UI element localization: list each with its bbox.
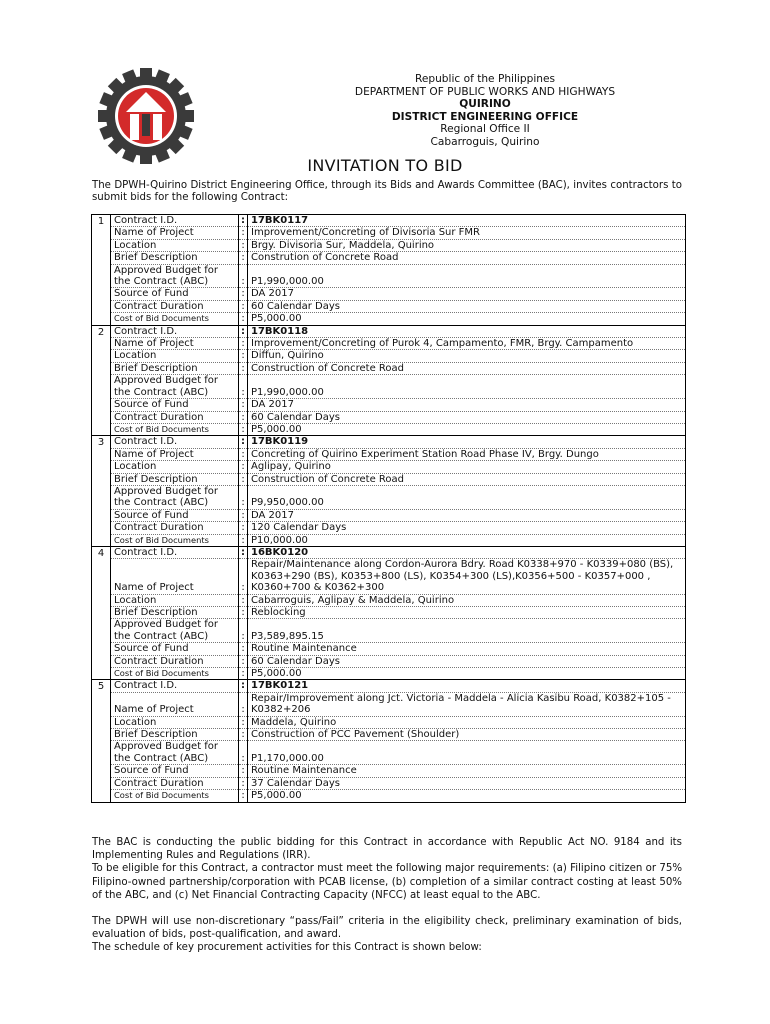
colon-separator: : [239, 338, 248, 350]
contract-duration-value: 60 Calendar Days [248, 655, 686, 667]
republic-line: Republic of the Philippines [414, 73, 556, 85]
brief-description-label: Brief Description [111, 252, 239, 264]
colon-separator: : [239, 350, 248, 362]
province-line: QUIRINO [459, 98, 511, 110]
table-row [92, 227, 686, 239]
brief-description-label: Brief Description [111, 362, 239, 374]
contract-number: 3 [92, 436, 111, 547]
colon-separator: : [239, 729, 248, 741]
cost-of-bid-documents-value: P5,000.00 [248, 790, 686, 802]
colon-separator: : [239, 300, 248, 312]
colon-separator: : [239, 777, 248, 789]
location-label: Location [111, 350, 239, 362]
table-row [92, 680, 686, 692]
location-label: Location [111, 461, 239, 473]
location-value: Brgy. Divisoria Sur, Maddela, Quirino [248, 239, 686, 251]
table-row [92, 461, 686, 473]
project-name-label: Name of Project [111, 448, 239, 460]
paragraph-schedule: The schedule of key procurement activities for this Contract is shown below: [92, 942, 482, 954]
contract-id-value: 17BK0118 [248, 325, 686, 337]
contract-id-value: 16BK0120 [248, 546, 686, 558]
project-name-label: Name of Project [111, 692, 239, 716]
brief-description-value: Constrution of Concrete Road [248, 252, 686, 264]
source-of-fund-value: Routine Maintenance [248, 765, 686, 777]
source-of-fund-label: Source of Fund [111, 765, 239, 777]
table-row [92, 522, 686, 534]
table-row [92, 436, 686, 448]
colon-separator: : [239, 461, 248, 473]
colon-separator: : [239, 680, 248, 692]
table-row [92, 313, 686, 325]
table-row [92, 448, 686, 460]
office-line: DISTRICT ENGINEERING OFFICE [391, 110, 579, 123]
approved-budget-label: Approved Budget for the Contract (ABC) [111, 741, 239, 765]
contract-duration-value: 37 Calendar Days [248, 777, 686, 789]
approved-budget-label: Approved Budget for the Contract (ABC) [111, 264, 239, 288]
project-name-value: Improvement/Concreting of Divisoria Sur FMR [248, 227, 686, 239]
table-row [92, 643, 686, 655]
project-name-value: Repair/Improvement along Jct. Victoria - Maddela - Alicia Kasibu Road, K0382+105 - K0382+206 [248, 692, 686, 716]
contract-duration-label: Contract Duration [111, 300, 239, 312]
colon-separator: : [239, 655, 248, 667]
body-text [92, 836, 682, 955]
table-row [92, 509, 686, 521]
contract-duration-label: Contract Duration [111, 655, 239, 667]
contract-number: 4 [92, 546, 111, 679]
location-label: Location [111, 594, 239, 606]
colon-separator: : [239, 607, 248, 619]
table-row [92, 239, 686, 251]
colon-separator: : [239, 399, 248, 411]
contract-id-label: Contract I.D. [111, 546, 239, 558]
table-row [92, 729, 686, 741]
colon-separator: : [239, 765, 248, 777]
table-row [92, 534, 686, 546]
table-row [92, 375, 686, 399]
colon-separator: : [239, 741, 248, 765]
contract-id-value: 17BK0119 [248, 436, 686, 448]
location-value: Cabarroguis, Aglipay & Maddela, Quirino [248, 594, 686, 606]
contract-duration-label: Contract Duration [111, 777, 239, 789]
paragraph-ra9184: The BAC is conducting the public bidding for this Contract in accordance with Republic Act NO. 9184 and its Implementing Rules and Regulations (IRR). [92, 837, 682, 862]
paragraph-criteria: The DPWH will use non-discretionary “pass/Fail” criteria in the eligibility check, preliminary examination of bids, evaluation of bids, post-qualification, and award. [92, 916, 682, 941]
brief-description-label: Brief Description [111, 607, 239, 619]
address-line: Cabarroguis, Quirino [430, 135, 540, 148]
approved-budget-label: Approved Budget for the Contract (ABC) [111, 619, 239, 643]
table-row [92, 215, 686, 227]
table-row [92, 619, 686, 643]
brief-description-label: Brief Description [111, 473, 239, 485]
table-row [92, 300, 686, 312]
colon-separator: : [239, 313, 248, 325]
location-value: Aglipay, Quirino [248, 461, 686, 473]
table-row [92, 790, 686, 802]
cost-of-bid-documents-label: Cost of Bid Documents [111, 313, 239, 325]
colon-separator: : [239, 375, 248, 399]
table-row [92, 668, 686, 680]
source-of-fund-label: Source of Fund [111, 288, 239, 300]
project-name-label: Name of Project [111, 227, 239, 239]
table-row [92, 485, 686, 509]
colon-separator: : [239, 215, 248, 227]
brief-description-value: Construction of PCC Pavement (Shoulder) [248, 729, 686, 741]
colon-separator: : [239, 509, 248, 521]
source-of-fund-label: Source of Fund [111, 509, 239, 521]
contract-id-label: Contract I.D. [111, 680, 239, 692]
approved-budget-label: Approved Budget for the Contract (ABC) [111, 375, 239, 399]
contract-number: 2 [92, 325, 111, 436]
contract-id-label: Contract I.D. [111, 325, 239, 337]
project-name-value: Concreting of Quirino Experiment Station Road Phase IV, Brgy. Dungo [248, 448, 686, 460]
contract-duration-value: 60 Calendar Days [248, 411, 686, 423]
source-of-fund-label: Source of Fund [111, 643, 239, 655]
brief-description-value: Construction of Concrete Road [248, 473, 686, 485]
source-of-fund-value: Routine Maintenance [248, 643, 686, 655]
contract-duration-value: 60 Calendar Days [248, 300, 686, 312]
cost-of-bid-documents-value: P5,000.00 [248, 668, 686, 680]
table-row [92, 741, 686, 765]
table-row [92, 716, 686, 728]
project-name-label: Name of Project [111, 338, 239, 350]
contract-id-value: 17BK0117 [248, 215, 686, 227]
colon-separator: : [239, 411, 248, 423]
table-row [92, 399, 686, 411]
table-row [92, 594, 686, 606]
cost-of-bid-documents-value: P5,000.00 [248, 423, 686, 435]
colon-separator: : [239, 790, 248, 802]
contract-id-label: Contract I.D. [111, 436, 239, 448]
table-row [92, 288, 686, 300]
contract-id-label: Contract I.D. [111, 215, 239, 227]
project-name-value: Repair/Maintenance along Cordon-Aurora Bdry. Road K0338+970 - K0339+080 (BS), K0363+290 (BS), K0353+800 (LS), K0354+300 (LS),K0356+500 - K0357+000 , K0360+700 & K0362+300 [248, 559, 686, 594]
colon-separator: : [239, 436, 248, 448]
table-row [92, 252, 686, 264]
brief-description-label: Brief Description [111, 729, 239, 741]
colon-separator: : [239, 325, 248, 337]
colon-separator: : [239, 534, 248, 546]
project-name-value: Improvement/Concreting of Purok 4, Campamento, FMR, Brgy. Campamento [248, 338, 686, 350]
table-row [92, 655, 686, 667]
approved-budget-value: P1,990,000.00 [248, 264, 686, 288]
table-row [92, 423, 686, 435]
table-row [92, 765, 686, 777]
approved-budget-value: P1,990,000.00 [248, 375, 686, 399]
contract-id-value: 17BK0121 [248, 680, 686, 692]
colon-separator: : [239, 362, 248, 374]
colon-separator: : [239, 668, 248, 680]
cost-of-bid-documents-label: Cost of Bid Documents [111, 534, 239, 546]
brief-description-value: Reblocking [248, 607, 686, 619]
table-row [92, 338, 686, 350]
contract-number: 5 [92, 680, 111, 802]
table-row [92, 362, 686, 374]
colon-separator: : [239, 692, 248, 716]
colon-separator: : [239, 448, 248, 460]
colon-separator: : [239, 716, 248, 728]
source-of-fund-value: DA 2017 [248, 509, 686, 521]
colon-separator: : [239, 423, 248, 435]
colon-separator: : [239, 522, 248, 534]
colon-separator: : [239, 239, 248, 251]
colon-separator: : [239, 264, 248, 288]
table-row [92, 777, 686, 789]
dpwh-logo-icon [96, 66, 196, 166]
colon-separator: : [239, 594, 248, 606]
table-row [92, 325, 686, 337]
paragraph-eligibility: To be eligible for this Contract, a contractor must meet the following major requirements: (a) Filipino citizen or 75% Filipino-owned partnership/corporation with PCAB license, (b) completion of a similar contract costing at least 50% of the ABC, and (c) Net Financial Contracting Capacity (NFCC) at least equal to the ABC. [92, 863, 682, 901]
table-row [92, 473, 686, 485]
approved-budget-value: P3,589,895.15 [248, 619, 686, 643]
cost-of-bid-documents-value: P10,000.00 [248, 534, 686, 546]
location-label: Location [111, 716, 239, 728]
table-row [92, 607, 686, 619]
department-line: DEPARTMENT OF PUBLIC WORKS AND HIGHWAYS [354, 85, 616, 98]
colon-separator: : [239, 288, 248, 300]
cost-of-bid-documents-label: Cost of Bid Documents [111, 423, 239, 435]
source-of-fund-value: DA 2017 [248, 288, 686, 300]
colon-separator: : [239, 485, 248, 509]
colon-separator: : [239, 559, 248, 594]
table-row [92, 264, 686, 288]
region-line: Regional Office II [440, 123, 530, 135]
contract-duration-label: Contract Duration [111, 522, 239, 534]
source-of-fund-label: Source of Fund [111, 399, 239, 411]
location-value: Diffun, Quirino [248, 350, 686, 362]
colon-separator: : [239, 473, 248, 485]
intro-paragraph: The DPWH-Quirino District Engineering Office, through its Bids and Awards Committee (BAC), invites contractors to submit bids for the following Contract: [92, 180, 682, 204]
location-label: Location [111, 239, 239, 251]
brief-description-value: Construction of Concrete Road [248, 362, 686, 374]
approved-budget-value: P9,950,000.00 [248, 485, 686, 509]
source-of-fund-value: DA 2017 [248, 399, 686, 411]
contracts-table [91, 214, 686, 803]
approved-budget-label: Approved Budget for the Contract (ABC) [111, 485, 239, 509]
document-title: INVITATION TO BID [307, 156, 463, 175]
table-row [92, 692, 686, 716]
contract-duration-value: 120 Calendar Days [248, 522, 686, 534]
letterhead [200, 73, 770, 148]
cost-of-bid-documents-label: Cost of Bid Documents [111, 668, 239, 680]
table-row [92, 546, 686, 558]
project-name-label: Name of Project [111, 559, 239, 594]
approved-budget-value: P1,170,000.00 [248, 741, 686, 765]
table-row [92, 350, 686, 362]
colon-separator: : [239, 643, 248, 655]
cost-of-bid-documents-value: P5,000.00 [248, 313, 686, 325]
colon-separator: : [239, 227, 248, 239]
colon-separator: : [239, 252, 248, 264]
contract-number: 1 [92, 215, 111, 326]
location-value: Maddela, Quirino [248, 716, 686, 728]
colon-separator: : [239, 546, 248, 558]
table-row [92, 559, 686, 594]
contract-duration-label: Contract Duration [111, 411, 239, 423]
cost-of-bid-documents-label: Cost of Bid Documents [111, 790, 239, 802]
table-row [92, 411, 686, 423]
colon-separator: : [239, 619, 248, 643]
